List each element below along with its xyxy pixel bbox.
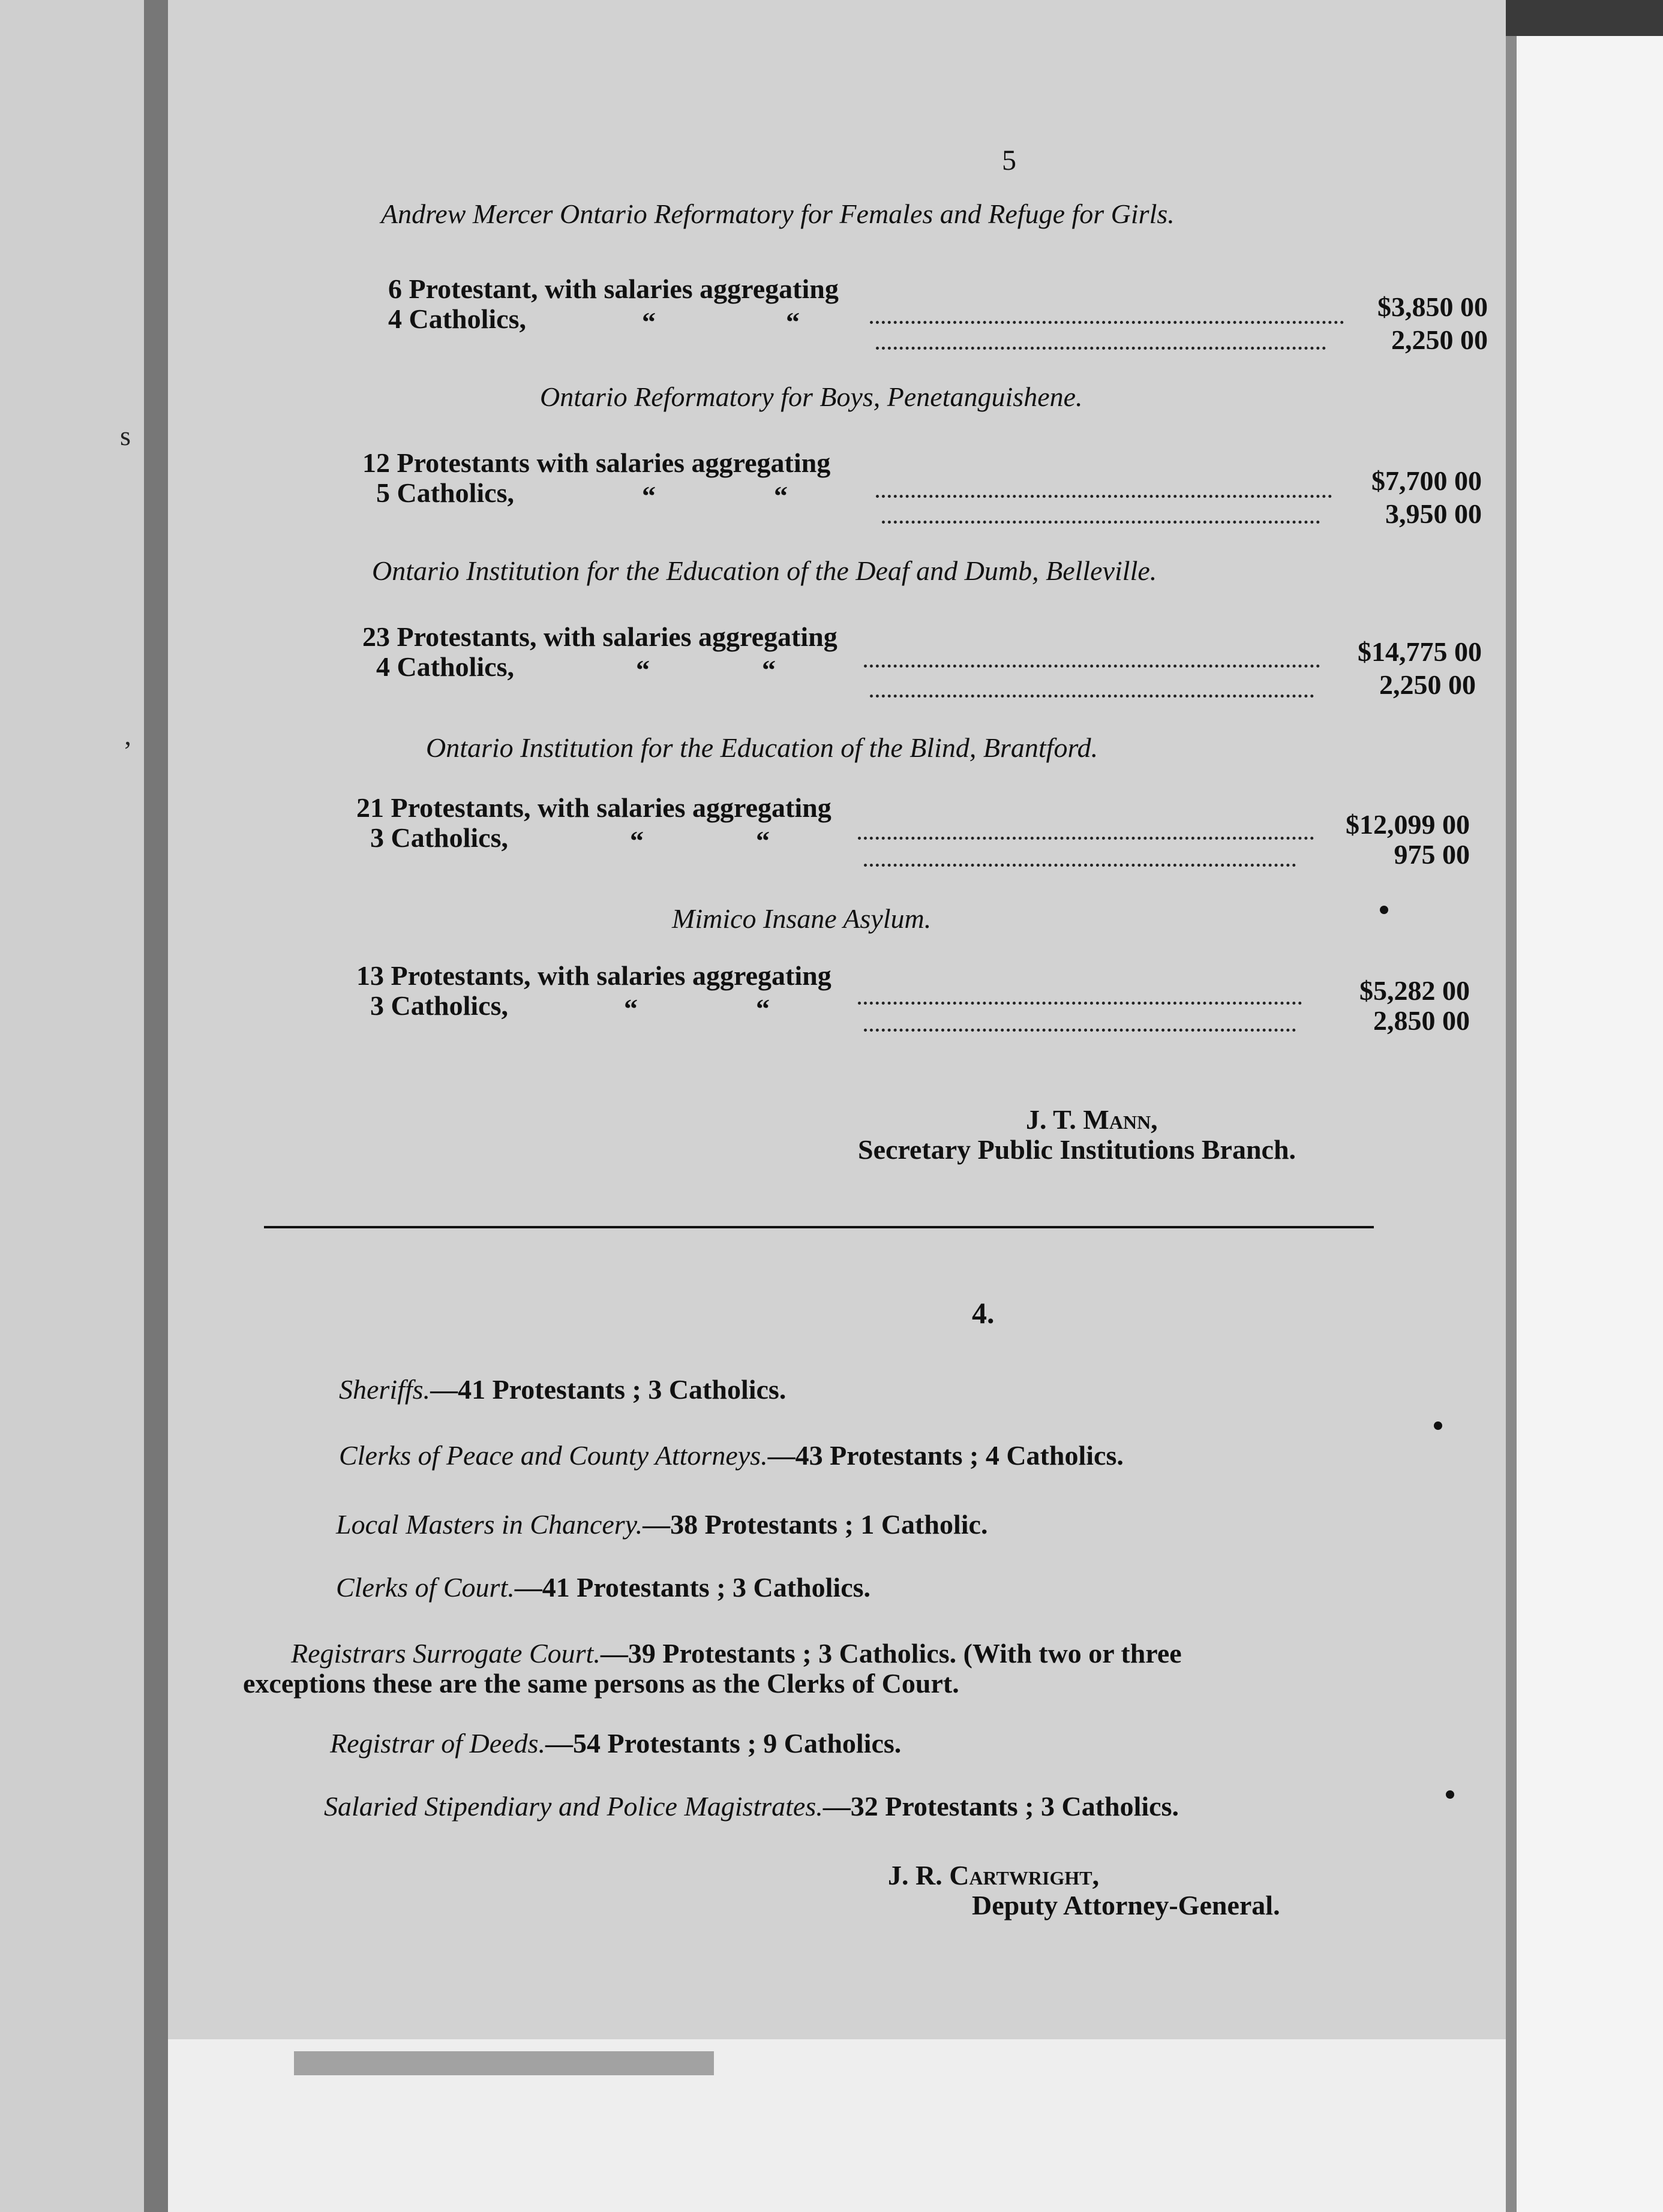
office-name: Clerks of Peace and County Attorneys. bbox=[339, 1440, 768, 1471]
ink-speck bbox=[1434, 1421, 1442, 1430]
office-entry bbox=[339, 1439, 1124, 1471]
leader-dots bbox=[876, 495, 1332, 498]
ditto-mark: “ bbox=[756, 993, 770, 1024]
row-count: 6 bbox=[388, 274, 402, 304]
office-name: Salaried Stipendiary and Police Magistrates. bbox=[324, 1791, 823, 1822]
office-entry bbox=[324, 1790, 1179, 1822]
table-row bbox=[348, 477, 514, 510]
row-count: 13 bbox=[356, 960, 384, 991]
row-label: Protestants, with salaries aggregating bbox=[391, 960, 832, 991]
row-label: Protestants, with salaries aggregating bbox=[391, 792, 832, 823]
signature-name: J. T. Mann, bbox=[1026, 1104, 1158, 1135]
office-name: Local Masters in Chancery. bbox=[336, 1509, 643, 1540]
row-amount: 2,250 00 bbox=[1379, 669, 1476, 700]
row-label: Catholics, bbox=[409, 303, 526, 334]
office-entry bbox=[336, 1508, 987, 1540]
office-counts: —41 Protestants ; 3 Catholics. bbox=[514, 1572, 871, 1603]
institution-title: Mimico Insane Asylum. bbox=[672, 903, 932, 934]
row-count: 23 bbox=[362, 621, 390, 652]
office-entry bbox=[330, 1727, 901, 1759]
office-entry bbox=[291, 1637, 1182, 1669]
row-amount: 2,850 00 bbox=[1373, 1005, 1470, 1036]
row-label: Protestants, with salaries aggregating bbox=[397, 621, 837, 652]
row-label: Protestants with salaries aggregating bbox=[397, 447, 831, 478]
row-amount: $5,282 00 bbox=[1359, 975, 1470, 1006]
ink-speck bbox=[1380, 906, 1388, 914]
institution-title: Andrew Mercer Ontario Reformatory for Females and Refuge for Girls. bbox=[381, 199, 1175, 229]
office-counts: —54 Protestants ; 9 Catholics. bbox=[545, 1728, 902, 1759]
leader-dots bbox=[864, 864, 1296, 867]
institution-title: Ontario Institution for the Education of the Deaf and Dumb, Belleville. bbox=[372, 555, 1157, 586]
bottom-page-strip bbox=[168, 2039, 1506, 2212]
table-row bbox=[342, 822, 508, 855]
row-count: 4 bbox=[376, 651, 390, 682]
row-amount: 2,250 00 bbox=[1391, 324, 1488, 355]
book-spine bbox=[144, 0, 168, 2212]
ditto-mark: “ bbox=[642, 480, 656, 511]
row-count: 3 bbox=[370, 822, 384, 853]
signature-title: Secretary Public Institutions Branch. bbox=[858, 1134, 1296, 1165]
leader-dots bbox=[870, 321, 1344, 324]
row-count: 21 bbox=[356, 792, 384, 823]
leader-dots bbox=[864, 1029, 1296, 1032]
leader-dots bbox=[870, 695, 1314, 698]
leader-dots bbox=[882, 521, 1320, 524]
row-label: Catholics, bbox=[397, 651, 514, 682]
row-amount: $14,775 00 bbox=[1358, 636, 1482, 667]
office-name: Registrar of Deeds. bbox=[330, 1728, 546, 1759]
right-page-edge bbox=[1506, 36, 1663, 2212]
institution-title: Ontario Reformatory for Boys, Penetanguishene. bbox=[540, 381, 1083, 412]
table-row bbox=[342, 792, 832, 825]
leader-dots bbox=[876, 347, 1326, 350]
table-row bbox=[348, 651, 514, 684]
office-counts: —39 Protestants ; 3 Catholics. (With two or three bbox=[600, 1638, 1182, 1669]
signature-title: Deputy Attorney-General. bbox=[972, 1890, 1280, 1921]
left-fragment: s bbox=[120, 420, 131, 451]
left-facing-page-edge bbox=[0, 0, 156, 2212]
row-count: 12 bbox=[362, 447, 390, 478]
table-row bbox=[342, 990, 508, 1023]
row-count: 4 bbox=[388, 303, 402, 334]
ditto-mark: “ bbox=[756, 825, 770, 856]
table-row bbox=[360, 303, 526, 336]
table-row bbox=[348, 447, 830, 480]
row-amount: 3,950 00 bbox=[1385, 498, 1482, 529]
office-entry bbox=[336, 1571, 870, 1603]
office-counts: —43 Protestants ; 4 Catholics. bbox=[767, 1440, 1124, 1471]
ditto-mark: “ bbox=[762, 654, 776, 685]
table-row bbox=[342, 960, 832, 993]
section-divider bbox=[264, 1226, 1374, 1228]
page-number: 5 bbox=[1002, 145, 1016, 176]
row-amount: $7,700 00 bbox=[1371, 465, 1482, 496]
row-count: 3 bbox=[370, 990, 384, 1021]
office-continuation: exceptions these are the same persons as the Clerks of Court. bbox=[243, 1668, 959, 1699]
office-counts: —32 Protestants ; 3 Catholics. bbox=[823, 1791, 1179, 1822]
ink-speck bbox=[1446, 1790, 1454, 1799]
office-entry bbox=[339, 1374, 786, 1405]
leader-dots bbox=[858, 837, 1314, 840]
left-fragment: ’ bbox=[123, 735, 133, 766]
office-counts: —41 Protestants ; 3 Catholics. bbox=[430, 1374, 787, 1405]
row-label: Catholics, bbox=[391, 822, 508, 853]
row-amount: $12,099 00 bbox=[1346, 809, 1470, 840]
row-label: Catholics, bbox=[397, 477, 514, 508]
office-name: Clerks of Court. bbox=[336, 1572, 515, 1603]
ditto-mark: “ bbox=[636, 654, 650, 685]
ditto-mark: “ bbox=[774, 480, 788, 511]
office-name: Sheriffs. bbox=[339, 1374, 431, 1405]
leader-dots bbox=[864, 665, 1320, 668]
document-page bbox=[168, 0, 1506, 2212]
ditto-mark: “ bbox=[642, 306, 656, 337]
table-row bbox=[348, 621, 837, 654]
row-amount: 975 00 bbox=[1394, 839, 1470, 870]
signature-name: J. R. Cartwright, bbox=[888, 1860, 1100, 1891]
section-number: 4. bbox=[972, 1296, 995, 1330]
row-amount: $3,850 00 bbox=[1377, 291, 1488, 322]
ditto-mark: “ bbox=[786, 306, 800, 337]
table-row bbox=[360, 273, 839, 306]
row-label: Protestant, with salaries aggregating bbox=[409, 274, 839, 304]
leader-dots bbox=[858, 1002, 1302, 1005]
institution-title: Ontario Institution for the Education of the Blind, Brantford. bbox=[426, 732, 1098, 763]
row-label: Catholics, bbox=[391, 990, 508, 1021]
office-name: Registrars Surrogate Court. bbox=[291, 1638, 601, 1669]
office-counts: —38 Protestants ; 1 Catholic. bbox=[643, 1509, 988, 1540]
ditto-mark: “ bbox=[630, 825, 644, 856]
ditto-mark: “ bbox=[624, 993, 638, 1024]
row-count: 5 bbox=[376, 477, 390, 508]
